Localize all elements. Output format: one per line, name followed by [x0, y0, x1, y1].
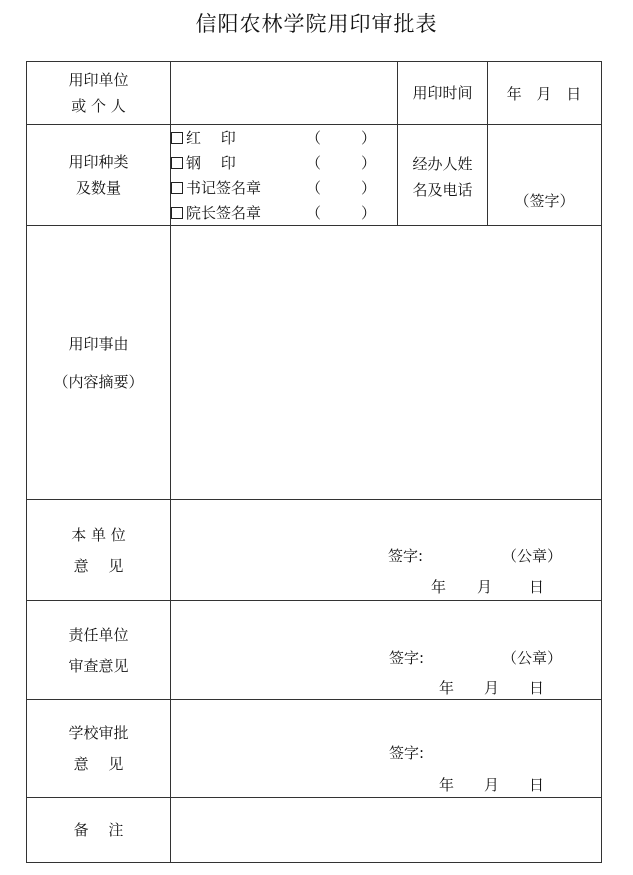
applicant-row	[27, 62, 602, 125]
unit-opinion-label	[27, 500, 171, 601]
paren-close: ）	[360, 204, 376, 222]
seal-type-label-line2: 及数量	[75, 179, 121, 197]
reason-label	[27, 226, 171, 500]
seal-option-secretary[interactable]	[171, 175, 397, 200]
resp-opinion-input[interactable]	[171, 601, 602, 700]
time-year: 年	[506, 84, 523, 103]
school-opinion-input[interactable]	[171, 700, 602, 798]
approval-form-table	[26, 61, 602, 863]
unit-date-day: 日	[529, 578, 545, 596]
resp-opinion-label-line1: 责任单位	[68, 625, 129, 644]
applicant-input[interactable]	[171, 62, 398, 125]
paren-close: ）	[360, 154, 376, 172]
quantity-field[interactable]	[306, 127, 376, 148]
time-month: 月	[536, 84, 553, 103]
seal-type-label-line1: 用印种类	[68, 153, 129, 171]
resp-sign-label: 签字:	[389, 649, 425, 667]
handler-label-line2: 名及电话	[412, 181, 473, 199]
unit-sign-label: 签字:	[388, 547, 424, 565]
seal-options	[171, 125, 398, 226]
unit-opinion-label-line1: 本 单 位	[71, 525, 126, 544]
quantity-field[interactable]	[306, 152, 376, 173]
seal-type-row	[27, 125, 602, 226]
handler-input[interactable]	[488, 125, 602, 226]
seal-name: 书记签名章	[186, 179, 262, 197]
unit-seal-label: （公章）	[502, 547, 563, 565]
school-opinion-row	[27, 700, 602, 798]
school-date-year: 年	[439, 776, 455, 794]
seal-option-steel[interactable]	[171, 150, 397, 175]
reason-row	[27, 226, 602, 500]
school-opinion-label-line2: 意 见	[73, 755, 124, 773]
remarks-row	[27, 798, 602, 863]
unit-opinion-input[interactable]	[171, 500, 602, 601]
resp-date-month: 月	[484, 679, 500, 697]
seal-option-red[interactable]	[171, 125, 397, 150]
handler-sign-hint: （签字）	[514, 192, 575, 210]
resp-date-day: 日	[529, 679, 545, 697]
paren-open: （	[306, 154, 322, 172]
time-label: 用印时间	[398, 62, 488, 125]
checkbox[interactable]	[171, 132, 183, 144]
remarks-input[interactable]	[171, 798, 602, 863]
paren-close: ）	[360, 129, 376, 147]
paren-open: （	[306, 129, 322, 147]
checkbox[interactable]	[171, 207, 183, 219]
school-date-month: 月	[484, 776, 500, 794]
quantity-field[interactable]	[306, 177, 376, 198]
reason-label-line2: （内容摘要）	[53, 372, 144, 391]
resp-opinion-label	[27, 601, 171, 700]
remarks-label: 备 注	[27, 798, 171, 863]
unit-date-year: 年	[431, 578, 447, 596]
applicant-label	[27, 62, 171, 125]
time-input[interactable]	[488, 62, 602, 125]
paren-open: （	[306, 179, 322, 197]
seal-option-president[interactable]	[171, 200, 397, 225]
paren-close: ）	[360, 179, 376, 197]
form-title: 信阳农林学院用印审批表	[195, 12, 438, 36]
resp-opinion-label-line2: 审查意见	[68, 656, 129, 675]
reason-label-line1: 用印事由	[68, 334, 129, 353]
seal-name: 钢 印	[186, 154, 236, 172]
unit-opinion-row	[27, 500, 602, 601]
resp-opinion-row	[27, 601, 602, 700]
handler-label	[398, 125, 488, 226]
checkbox[interactable]	[171, 182, 183, 194]
time-day: 日	[566, 84, 583, 103]
school-opinion-label-line1: 学校审批	[68, 724, 129, 742]
seal-name: 红 印	[186, 129, 236, 147]
unit-date-month: 月	[477, 578, 493, 596]
school-opinion-label	[27, 700, 171, 798]
quantity-field[interactable]	[306, 202, 376, 223]
school-date-day: 日	[529, 776, 545, 794]
checkbox[interactable]	[171, 157, 183, 169]
applicant-label-line1: 用印单位	[68, 71, 129, 89]
resp-seal-label: （公章）	[502, 649, 563, 667]
resp-date-year: 年	[439, 679, 455, 697]
unit-opinion-label-line2: 意 见	[73, 556, 124, 575]
paren-open: （	[306, 204, 322, 222]
seal-name: 院长签名章	[186, 204, 262, 222]
seal-type-label	[27, 125, 171, 226]
handler-label-line1: 经办人姓	[412, 155, 473, 173]
reason-input[interactable]	[171, 226, 602, 500]
applicant-label-line2: 或 个 人	[71, 97, 126, 115]
school-sign-label: 签字:	[389, 744, 425, 762]
